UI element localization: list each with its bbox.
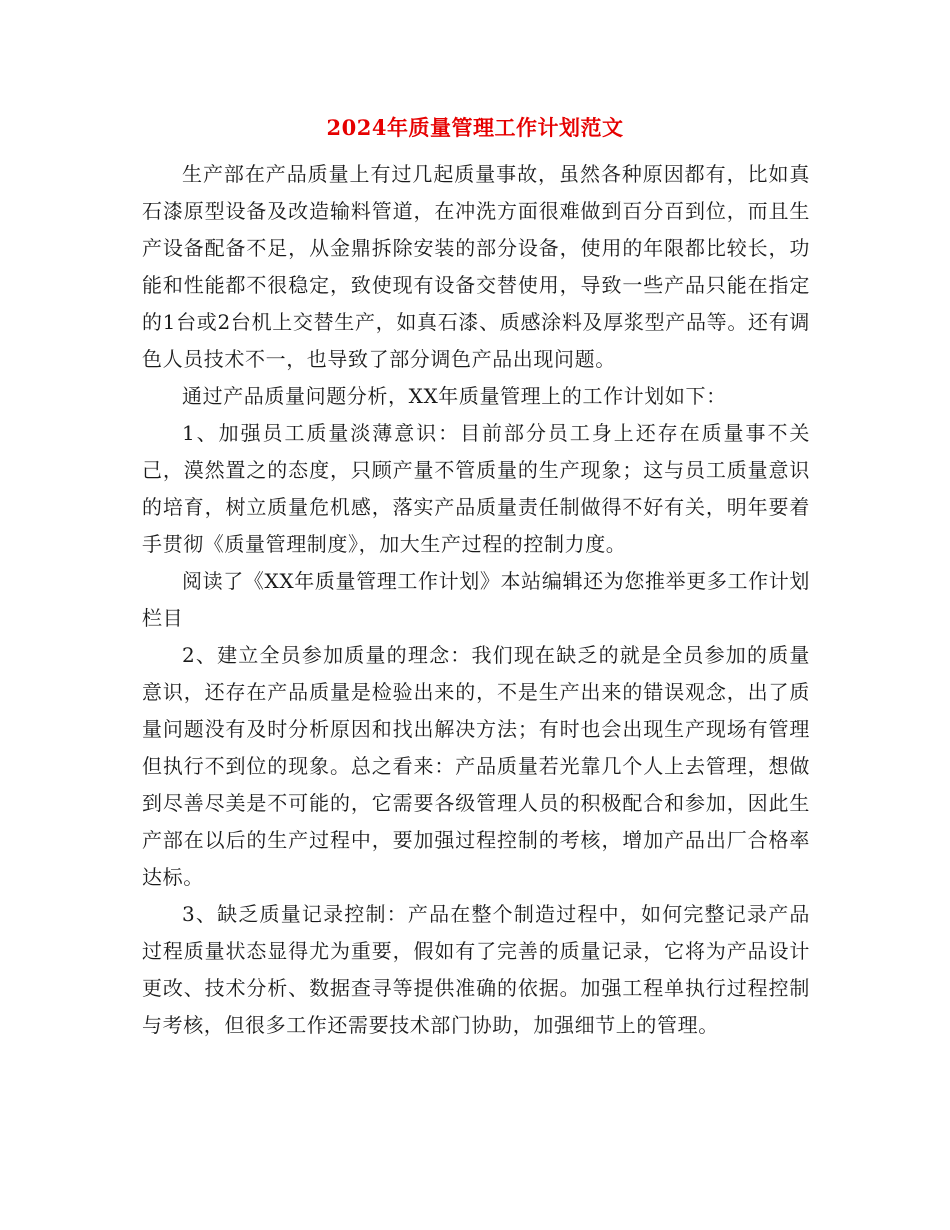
paragraph-intro: 生产部在产品质量上有过几起质量事故，虽然各种原因都有，比如真石漆原型设备及改造输料管道，在冲洗方面很难做到百分百到位，而且生产设备配备不足，从金鼎拆除安装的部分设备，使用的年限都比较长，功能和性能都不很稳定，致使现有设备交替使用，导致一些产品只能在指定的1台或2台机上交替生产，如真石漆、质感涂料及厚浆型产品等。还有调色人员技术不一，也导致了部分调色产品出现问题。 <box>142 162 810 371</box>
document-title: 2024年质量管理工作计划范文 <box>326 115 624 140</box>
paragraph-item-1: 1、加强员工质量淡薄意识：目前部分员工身上还存在质量事不关己，漠然置之的态度，只顾产量不管质量的生产现象；这与员工质量意识的培育，树立质量危机感，落实产品质量责任制做得不好有关，明年要着手贯彻《质量管理制度》，加大生产过程的控制力度。 <box>142 421 810 556</box>
paragraph-item-2: 2、建立全员参加质量的理念：我们现在缺乏的就是全员参加的质量意识，还存在产品质量是检验出来的，不是生产出来的错误观念，出了质量问题没有及时分析原因和找出解决方法；有时也会出现生产现场有管理但执行不到位的现象。总之看来：产品质量若光靠几个人上去管理，想做到尽善尽美是不可能的，它需要各级管理人员的积极配合和参加，因此生产部在以后的生产过程中，要加强过程控制的考核，增加产品出厂合格率达标。 <box>142 643 810 889</box>
paragraph-recommendation: 阅读了《XX年质量管理工作计划》本站编辑还为您推举更多工作计划栏目 <box>142 569 810 630</box>
paragraph-plan-lead: 通过产品质量问题分析，XX年质量管理上的工作计划如下： <box>182 384 727 408</box>
document-body <box>142 156 810 1044</box>
paragraph-item-3: 3、缺乏质量记录控制：产品在整个制造过程中，如何完整记录产品过程质量状态显得尤为重要，假如有了完善的质量记录，它将为产品设计更改、技术分析、数据查寻等提供准确的依据。加强工程单执行过程控制与考核，但很多工作还需要技术部门协助，加强细节上的管理。 <box>142 902 810 1037</box>
